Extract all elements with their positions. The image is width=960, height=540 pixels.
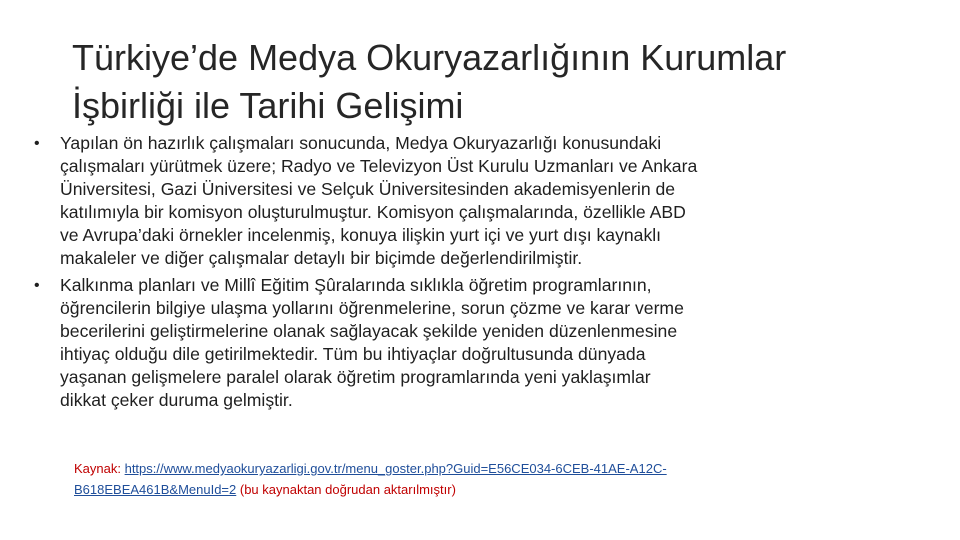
bullet-line: Üniversitesi, Gazi Üniversitesi ve Selçuk Üniversitesinden akademisyenlerin de bbox=[60, 179, 676, 199]
source-link-continued[interactable]: B618EBEA461B&MenuId=2 bbox=[74, 482, 237, 497]
source-note: (bu kaynaktan doğrudan aktarılmıştır) bbox=[236, 482, 456, 497]
bullet-line: ihtiyaç olduğu dile getirilmektedir. Tüm bu ihtiyaçlar doğrultusunda dünyada bbox=[60, 344, 646, 364]
bullet-marker: • bbox=[34, 277, 40, 294]
bullet-list bbox=[34, 132, 864, 416]
source-label: Kaynak: bbox=[74, 461, 125, 476]
bullet-item bbox=[34, 132, 864, 270]
bullet-line: çalışmaları yürütmek üzere; Radyo ve Televizyon Üst Kurulu Uzmanları ve Ankara bbox=[60, 156, 698, 176]
bullet-line: becerilerini geliştirmelerine olanak sağlayacak şekilde yeniden düzenlenmesine bbox=[60, 321, 678, 341]
bullet-line: yaşanan gelişmelere paralel olarak öğretim programlarında yeni yaklaşımlar bbox=[60, 367, 651, 387]
slide-title-line: Türkiye’de Medya Okuryazarlığının Kurumlar bbox=[72, 37, 787, 78]
bullet-line: katılımıyla bir komisyon oluşturulmuştur. Komisyon çalışmalarında, özellikle ABD bbox=[60, 202, 686, 222]
bullet-line: ve Avrupa’daki örnekler incelenmiş, konuya ilişkin yurt içi ve yurt dışı kaynaklı bbox=[60, 225, 662, 245]
bullet-line: Kalkınma planları ve Millî Eğitim Şûralarında sıklıkla öğretim programlarının, bbox=[60, 275, 652, 295]
source-citation bbox=[74, 458, 874, 500]
source-line bbox=[74, 458, 874, 479]
bullet-line: makaleler ve diğer çalışmalar detaylı bir biçimde değerlendirilmiştir. bbox=[60, 248, 583, 268]
slide-title bbox=[72, 34, 902, 130]
source-link[interactable]: https://www.medyaokuryazarligi.gov.tr/menu_goster.php?Guid=E56CE034-6CEB-41AE-A12C- bbox=[124, 461, 667, 476]
bullet-line: öğrencilerin bilgiye ulaşma yollarını öğrenmelerine, sorun çözme ve karar verme bbox=[60, 298, 684, 318]
bullet-marker: • bbox=[34, 135, 40, 152]
bullet-item bbox=[34, 274, 864, 412]
bullet-line: dikkat çeker duruma gelmiştir. bbox=[60, 390, 293, 410]
bullet-line: Yapılan ön hazırlık çalışmaları sonucunda, Medya Okuryazarlığı konusundaki bbox=[60, 133, 662, 153]
slide-title-line: İşbirliği ile Tarihi Gelişimi bbox=[72, 85, 464, 126]
source-line bbox=[74, 479, 874, 500]
